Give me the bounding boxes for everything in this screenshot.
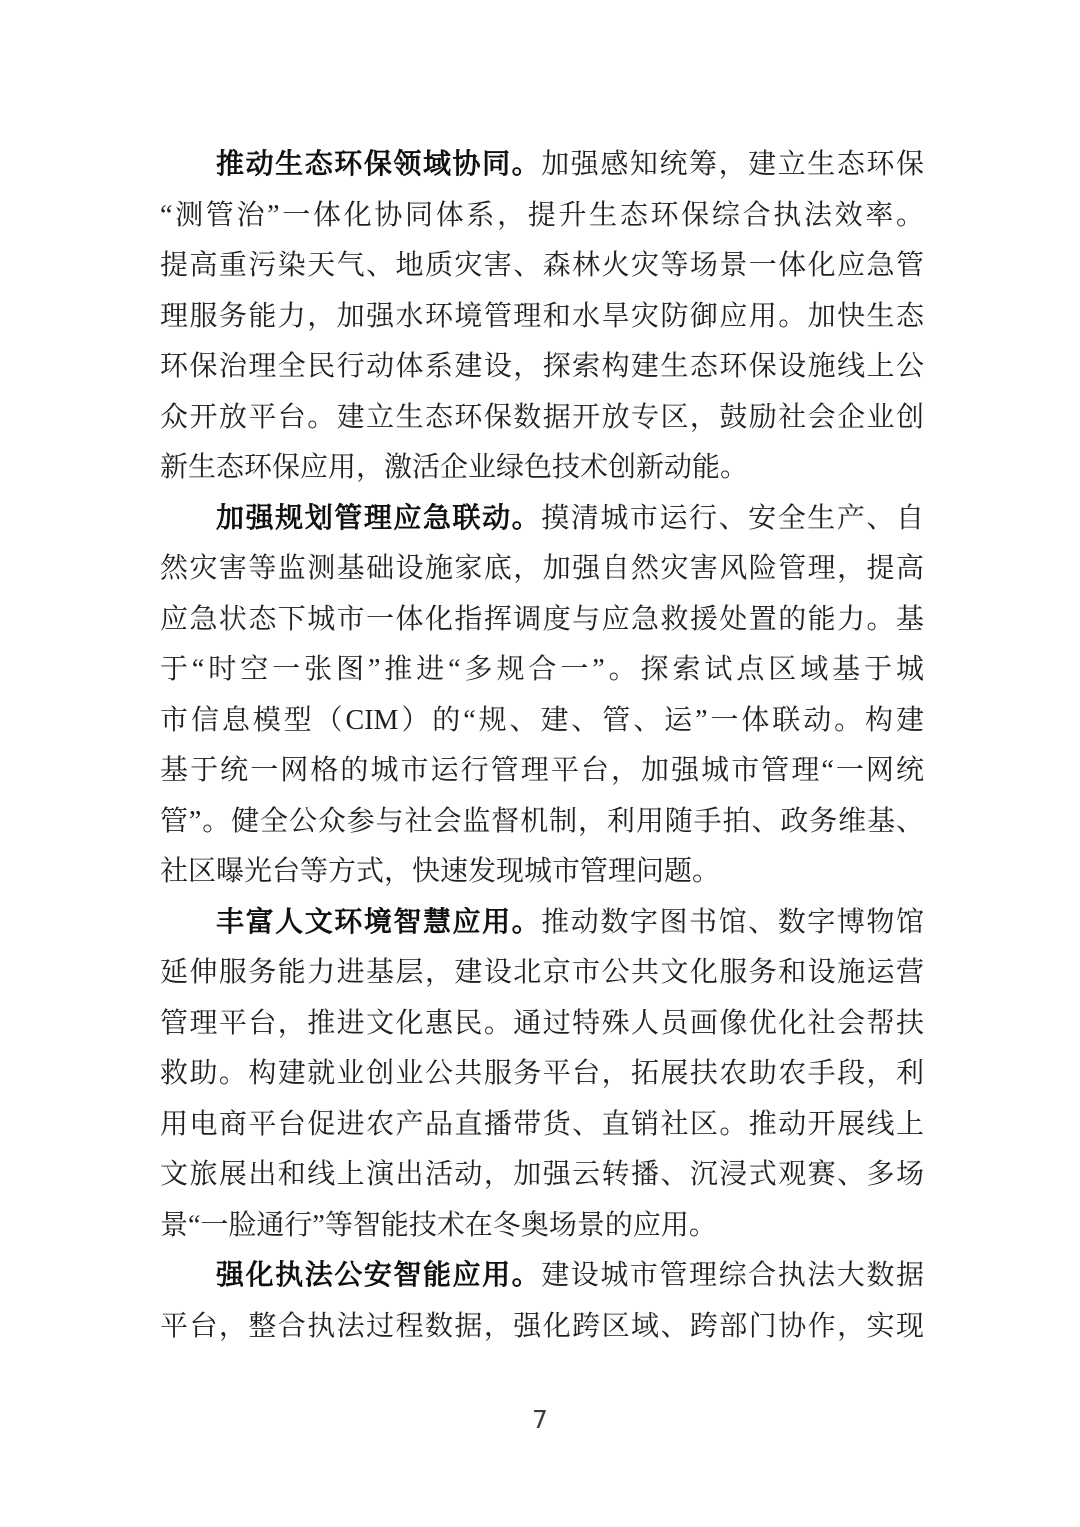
text-line: 管理平台，推进文化惠民。通过特殊人员画像优化社会帮扶 — [160, 1007, 924, 1039]
paragraph-lead-bold: 强化执法公安智能应用。 — [216, 1260, 542, 1291]
paragraph — [160, 494, 924, 898]
text-line: 景“一脸通行”等智能技术在冬奥场景的应用。 — [160, 1209, 717, 1241]
text-line: 理服务能力，加强水环境管理和水旱灾防御应用。加快生态 — [160, 300, 924, 332]
text-line: 延伸服务能力进基层，建设北京市公共文化服务和设施运营 — [160, 957, 924, 988]
paragraph-lead-bold: 推动生态环保领域协同。 — [216, 149, 542, 180]
text-line: 救助。构建就业创业公共服务平台，拓展扶农助农手段，利 — [160, 1058, 924, 1089]
text-line: 文旅展出和线上演出活动，加强云转播、沉浸式观赛、多场 — [160, 1159, 924, 1190]
paragraph — [160, 1251, 924, 1352]
body-text — [160, 140, 924, 1352]
text-line: 丰富人文环境智慧应用。推动数字图书馆、数字博物馆 — [216, 906, 924, 938]
paragraph-lead-bold: 丰富人文环境智慧应用。 — [216, 906, 542, 938]
text-line: 加强规划管理应急联动。摸清城市运行、安全生产、自 — [216, 502, 924, 534]
text-line: 平台，整合执法过程数据，强化跨区域、跨部门协作，实现 — [160, 1310, 924, 1342]
text-line: 提高重污染天气、地质灾害、森林火灾等场景一体化应急管 — [160, 250, 924, 281]
text-line: 应急状态下城市一体化指挥调度与应急救援处置的能力。基 — [160, 603, 924, 635]
paragraph — [160, 898, 924, 1252]
paragraph — [160, 140, 924, 494]
paragraph-lead-bold: 加强规划管理应急联动。 — [216, 502, 542, 534]
text-line: 市信息模型（CIM）的“规、建、管、运”一体联动。构建 — [160, 704, 924, 736]
text-line: 用电商平台促进农产品直播带货、直销社区。推动开展线上 — [160, 1108, 924, 1140]
text-line: 强化执法公安智能应用。建设城市管理综合执法大数据 — [216, 1260, 924, 1291]
page-number: 7 — [532, 1405, 548, 1434]
text-line: 管”。健全公众参与社会监督机制，利用随手拍、政务维基、 — [160, 805, 924, 837]
text-line: 环保治理全民行动体系建设，探索构建生态环保设施线上公 — [160, 351, 924, 382]
text-line: 推动生态环保领域协同。加强感知统筹，建立生态环保 — [216, 149, 924, 180]
text-line: 新生态环保应用，激活企业绿色技术创新动能。 — [160, 452, 749, 483]
text-line: 众开放平台。建立生态环保数据开放专区，鼓励社会企业创 — [160, 401, 924, 433]
text-line: 社区曝光台等方式，快速发现城市管理问题。 — [160, 856, 721, 887]
text-line: 于“时空一张图”推进“多规合一”。探索试点区域基于城 — [160, 654, 924, 685]
text-line: 基于统一网格的城市运行管理平台，加强城市管理“一网统 — [160, 755, 924, 786]
text-line: “测管治”一体化协同体系，提升生态环保综合执法效率。 — [160, 199, 924, 231]
text-line: 然灾害等监测基础设施家底，加强自然灾害风险管理，提高 — [160, 553, 924, 584]
